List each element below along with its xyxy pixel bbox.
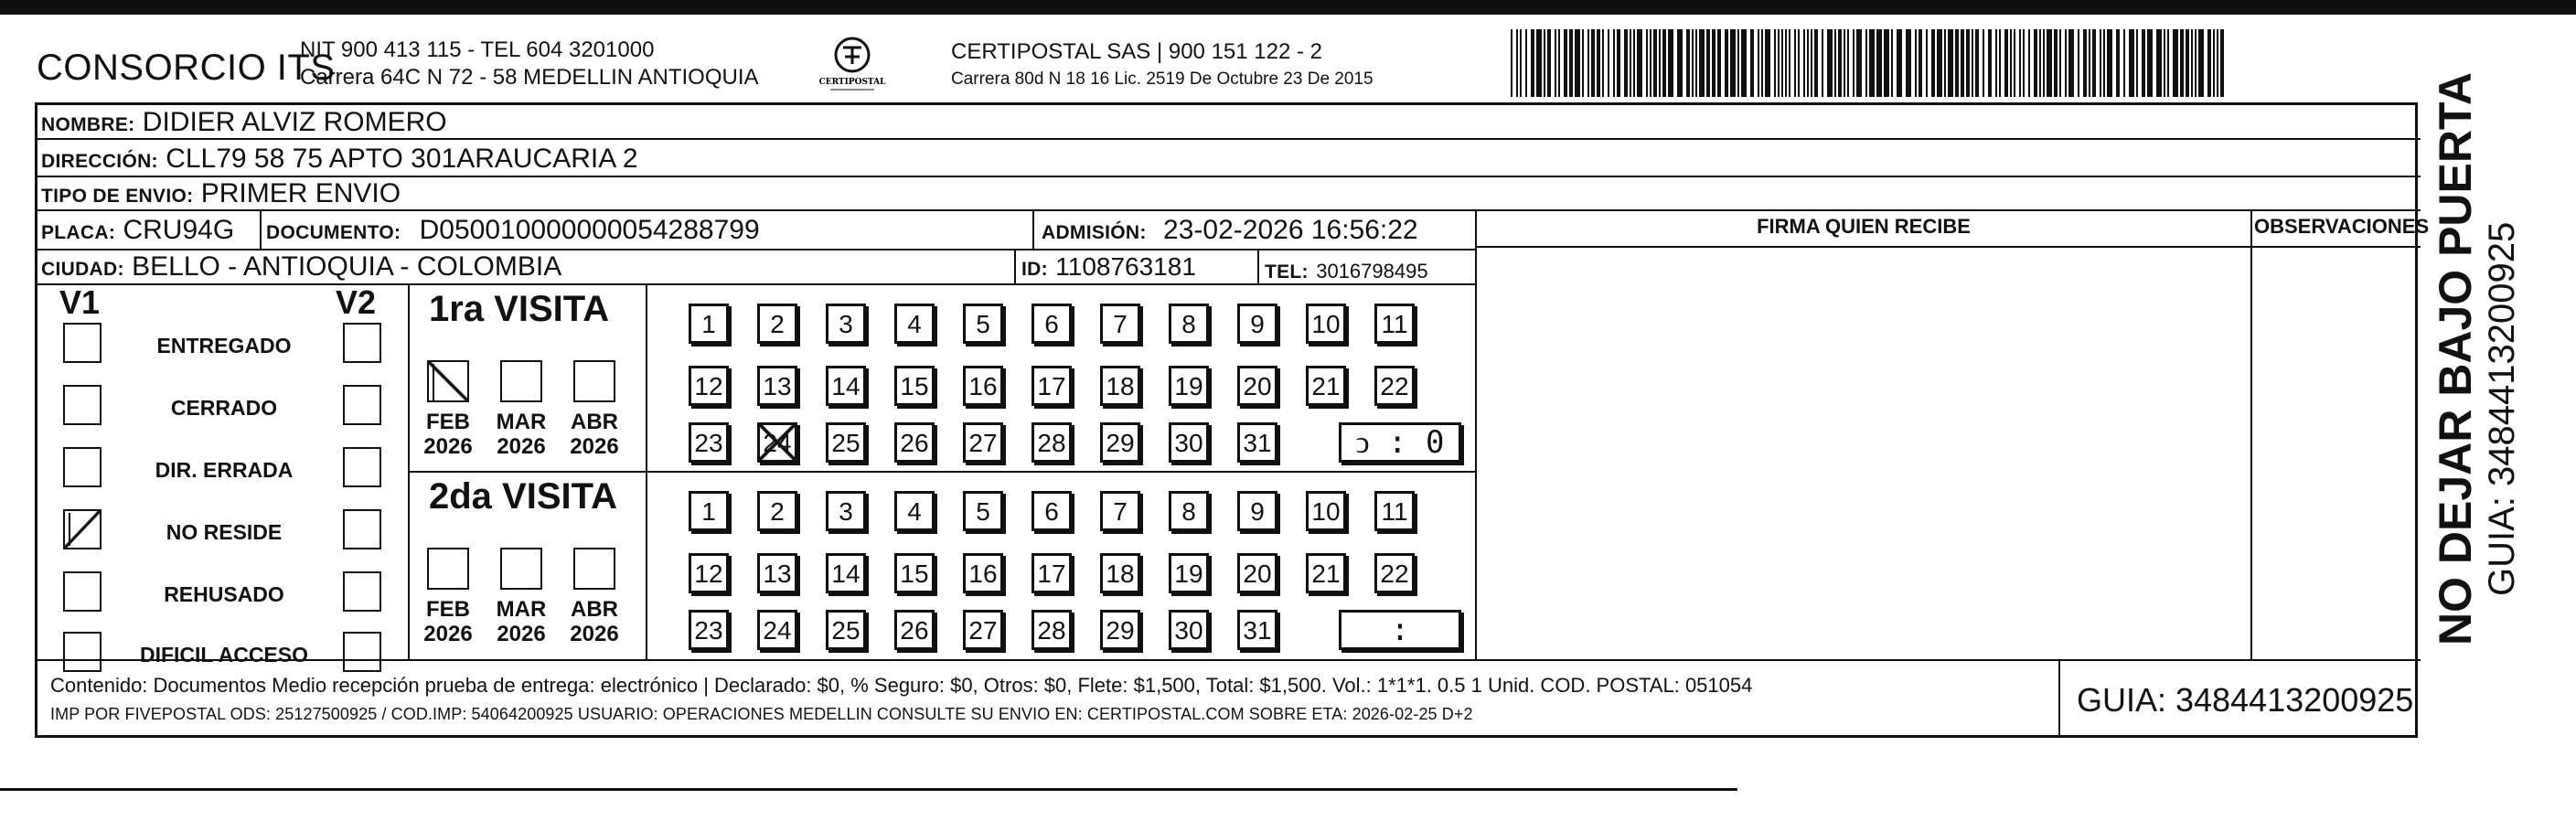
side-guia-number: GUIA: 3484413200925 <box>2482 221 2522 596</box>
visit-title: 2da VISITA <box>429 476 617 517</box>
tel-label: TEL: <box>1265 261 1309 283</box>
cell-divider <box>260 211 262 249</box>
day-box[interactable]: 28 <box>1031 422 1072 463</box>
status-label: CERRADO <box>170 396 278 420</box>
month-year: 2026 <box>570 434 619 459</box>
month-name: MAR <box>496 410 547 434</box>
row-divider <box>37 249 1475 251</box>
sender-address: Carrera 64C N 72 - 58 MEDELLIN ANTIOQUIA <box>300 65 759 90</box>
admision-value: 23-02-2026 16:56:22 <box>1163 215 1418 245</box>
day-box[interactable]: 11 <box>1374 491 1415 531</box>
day-box[interactable]: 3 <box>826 491 866 531</box>
day-box[interactable]: 24 <box>757 422 797 463</box>
ciudad-label: CIUDAD: <box>41 259 124 280</box>
row-divider <box>37 138 2421 140</box>
status-label: NO RESIDE <box>166 520 283 544</box>
day-box[interactable]: 27 <box>963 422 1003 463</box>
month-name: ABR <box>571 410 618 434</box>
v1-checkbox[interactable] <box>63 571 102 612</box>
month-checkbox[interactable] <box>573 360 615 402</box>
tipo-envio-field <box>41 178 401 209</box>
day-box[interactable]: 29 <box>1100 610 1140 650</box>
day-box[interactable]: 22 <box>1374 553 1415 593</box>
day-box[interactable]: 5 <box>963 491 1003 531</box>
day-box[interactable]: 2 <box>757 491 797 531</box>
top-border <box>0 0 2576 15</box>
row-divider <box>37 176 2421 177</box>
v1-checkbox[interactable] <box>63 323 102 363</box>
day-box[interactable]: 5 <box>963 304 1003 344</box>
barcode <box>1509 29 2227 97</box>
day-box[interactable]: 26 <box>894 422 935 463</box>
day-box[interactable]: 17 <box>1031 366 1072 406</box>
day-box[interactable]: 8 <box>1169 491 1209 531</box>
day-box[interactable]: 9 <box>1237 304 1277 344</box>
print-info: IMP POR FIVEPOSTAL ODS: 25127500925 / COD.IMP: 54064200925 USUARIO: OPERACIONES MEDELLIN CONSULTE SU ENVIO EN: CERTIPOSTAL.COM SOBRE ETA: 2026-02-25 D+2 <box>50 705 1473 723</box>
documento-label: DOCUMENTO: <box>266 222 401 243</box>
day-box[interactable]: 25 <box>826 422 866 463</box>
day-box[interactable]: 20 <box>1237 366 1277 406</box>
month-year: 2026 <box>423 622 473 646</box>
month-checkbox[interactable] <box>573 548 615 590</box>
month-year: 2026 <box>497 622 546 646</box>
day-box[interactable]: 19 <box>1169 553 1209 593</box>
day-box[interactable]: 21 <box>1306 366 1346 406</box>
tel-value: 3016798495 <box>1316 260 1428 283</box>
header <box>27 27 2442 99</box>
v1-checkbox[interactable] <box>63 632 102 672</box>
admision-label: ADMISIÓN: <box>1042 222 1147 243</box>
day-box[interactable]: 6 <box>1031 491 1072 531</box>
day-box[interactable]: 16 <box>963 366 1003 406</box>
nombre-value: DIDIER ALVIZ ROMERO <box>142 107 447 137</box>
visit-title: 1ra VISITA <box>429 289 610 329</box>
carrier-nit: CERTIPOSTAL SAS | 900 151 122 - 2 <box>951 39 1322 64</box>
ciudad-field <box>41 251 561 283</box>
certipostal-logo <box>818 35 886 95</box>
day-box[interactable]: 19 <box>1169 366 1209 406</box>
day-box[interactable]: 14 <box>826 553 866 593</box>
day-box[interactable]: 10 <box>1306 304 1346 344</box>
day-box[interactable]: 30 <box>1169 422 1209 463</box>
cell-divider <box>2058 659 2060 738</box>
status-label: REHUSADO <box>164 582 284 606</box>
bottom-border <box>0 788 1737 791</box>
v2-checkbox[interactable] <box>343 385 381 425</box>
day-box[interactable]: 12 <box>689 553 729 593</box>
v1-checkbox[interactable] <box>63 385 102 425</box>
row-divider <box>37 283 1475 285</box>
id-value: 1108763181 <box>1055 252 1196 281</box>
tel-field <box>1265 254 1428 285</box>
cell-divider <box>1257 249 1259 283</box>
delivery-form <box>35 102 2430 738</box>
day-box[interactable]: 23 <box>689 610 729 650</box>
day-box[interactable]: 24 <box>757 610 797 650</box>
direccion-label: DIRECCIÓN: <box>41 151 158 172</box>
v2-header: V2 <box>336 283 377 321</box>
observaciones-header: OBSERVACIONES <box>2254 215 2430 238</box>
month-checkbox[interactable] <box>500 548 542 590</box>
month-name: FEB <box>426 410 470 434</box>
sender-nit: NIT 900 413 115 - TEL 604 3201000 <box>300 37 655 62</box>
status-label: DIFICIL ACCESO <box>139 643 308 666</box>
day-box[interactable]: 11 <box>1374 304 1415 344</box>
day-box[interactable]: 18 <box>1100 553 1140 593</box>
month-name: FEB <box>426 597 470 622</box>
month-label <box>562 597 626 646</box>
v1-header: V1 <box>59 283 101 321</box>
content-summary: Contenido: Documentos Medio recepción prueba de entrega: electrónico | Declarado: $0, % Seguro: $0, Otros: $0, Flete: $1,500, Total: $1,500. Vol.: 1*1*1. 0.5 1 Unid. COD. POSTAL: 051054 <box>50 674 1753 697</box>
day-box[interactable]: 1 <box>689 304 729 344</box>
day-box[interactable]: 23 <box>689 422 729 463</box>
carrier-company-info <box>951 38 1374 93</box>
day-box[interactable]: 31 <box>1237 610 1277 650</box>
nombre-label: NOMBRE: <box>41 114 135 135</box>
day-box[interactable]: 1 <box>689 491 729 531</box>
day-box[interactable]: 9 <box>1237 491 1277 531</box>
time-box[interactable]: ↄ : 0 <box>1339 422 1461 463</box>
brand-name: CONSORCIO ITS <box>37 48 336 88</box>
month-checkbox[interactable] <box>500 360 542 402</box>
nombre-field <box>41 107 447 138</box>
row-divider <box>37 659 2421 661</box>
no-dejar-warning: NO DEJAR BAJO PUERTA <box>2430 72 2481 645</box>
day-box[interactable]: 15 <box>894 366 935 406</box>
v1-checkbox[interactable] <box>63 447 102 487</box>
month-year: 2026 <box>423 434 473 459</box>
day-box[interactable]: 6 <box>1031 304 1072 344</box>
month-label <box>416 410 480 459</box>
ciudad-value: BELLO - ANTIOQUIA - COLOMBIA <box>132 251 562 282</box>
id-field <box>1021 251 1196 283</box>
day-box[interactable]: 22 <box>1374 366 1415 406</box>
month-year: 2026 <box>497 434 546 459</box>
day-box[interactable]: 25 <box>826 610 866 650</box>
day-box[interactable]: 10 <box>1306 491 1346 531</box>
month-checkbox[interactable] <box>427 548 469 590</box>
row-divider <box>37 209 2421 211</box>
day-box[interactable]: 26 <box>894 610 935 650</box>
month-label <box>489 597 553 646</box>
day-box[interactable]: 31 <box>1237 422 1277 463</box>
day-box[interactable]: 15 <box>894 553 935 593</box>
status-label: DIR. ERRADA <box>155 458 294 482</box>
day-box[interactable]: 13 <box>757 366 797 406</box>
month-label <box>416 597 480 646</box>
day-box[interactable]: 30 <box>1169 610 1209 650</box>
carrier-license: Carrera 80d N 18 16 Lic. 2519 De Octubre 23 De 2015 <box>951 69 1374 89</box>
visit-divider <box>408 471 1475 473</box>
direccion-value: CLL79 58 75 APTO 301ARAUCARIA 2 <box>166 144 638 174</box>
v2-checkbox[interactable] <box>343 571 381 612</box>
day-box[interactable]: 17 <box>1031 553 1072 593</box>
v2-checkbox[interactable] <box>343 632 381 672</box>
row-divider <box>1475 246 2421 248</box>
id-label: ID: <box>1021 259 1048 280</box>
direccion-field <box>41 144 638 175</box>
day-box[interactable]: 7 <box>1100 304 1140 344</box>
placa-field <box>41 215 234 246</box>
tipo-envio-label: TIPO DE ENVIO: <box>41 186 194 207</box>
status-label: ENTREGADO <box>156 334 292 357</box>
month-name: MAR <box>496 597 547 622</box>
guia-number: GUIA: 3484413200925 <box>2077 681 2414 719</box>
day-box[interactable]: 21 <box>1306 553 1346 593</box>
logo-caption: CERTIPOSTAL <box>818 78 886 87</box>
documento-field <box>266 215 760 246</box>
documento-value: D050010000000054288799 <box>419 215 760 245</box>
column-divider <box>2250 209 2252 659</box>
v2-checkbox[interactable] <box>343 447 381 487</box>
day-box[interactable]: 29 <box>1100 422 1140 463</box>
v2-checkbox[interactable] <box>343 323 381 363</box>
month-name: ABR <box>571 597 618 622</box>
day-box[interactable]: 20 <box>1237 553 1277 593</box>
firma-header: FIRMA QUIEN RECIBE <box>1757 215 1971 238</box>
day-box[interactable]: 16 <box>963 553 1003 593</box>
day-box[interactable]: 28 <box>1031 610 1072 650</box>
month-label <box>562 410 626 459</box>
day-box[interactable]: 13 <box>757 553 797 593</box>
placa-value: CRU94G <box>123 215 235 245</box>
day-box[interactable]: 7 <box>1100 491 1140 531</box>
cell-divider <box>1032 211 1034 249</box>
day-box[interactable]: 2 <box>757 304 797 344</box>
column-divider <box>1475 209 1477 659</box>
day-box[interactable]: 27 <box>963 610 1003 650</box>
day-box[interactable]: 4 <box>894 491 935 531</box>
v1-checkbox[interactable] <box>63 509 102 549</box>
cell-divider <box>1014 249 1016 283</box>
month-checkbox[interactable] <box>427 360 469 402</box>
day-box[interactable]: 12 <box>689 366 729 406</box>
sender-company-info <box>300 37 759 91</box>
time-box[interactable]: : <box>1339 610 1461 650</box>
day-box[interactable]: 8 <box>1169 304 1209 344</box>
month-label <box>489 410 553 459</box>
day-box[interactable]: 18 <box>1100 366 1140 406</box>
admision-field <box>1042 215 1418 246</box>
month-year: 2026 <box>570 622 619 646</box>
day-box[interactable]: 3 <box>826 304 866 344</box>
v2-checkbox[interactable] <box>343 509 381 549</box>
day-box[interactable]: 14 <box>826 366 866 406</box>
tipo-envio-value: PRIMER ENVIO <box>200 178 401 208</box>
day-box[interactable]: 4 <box>894 304 935 344</box>
placa-label: PLACA: <box>41 222 116 243</box>
